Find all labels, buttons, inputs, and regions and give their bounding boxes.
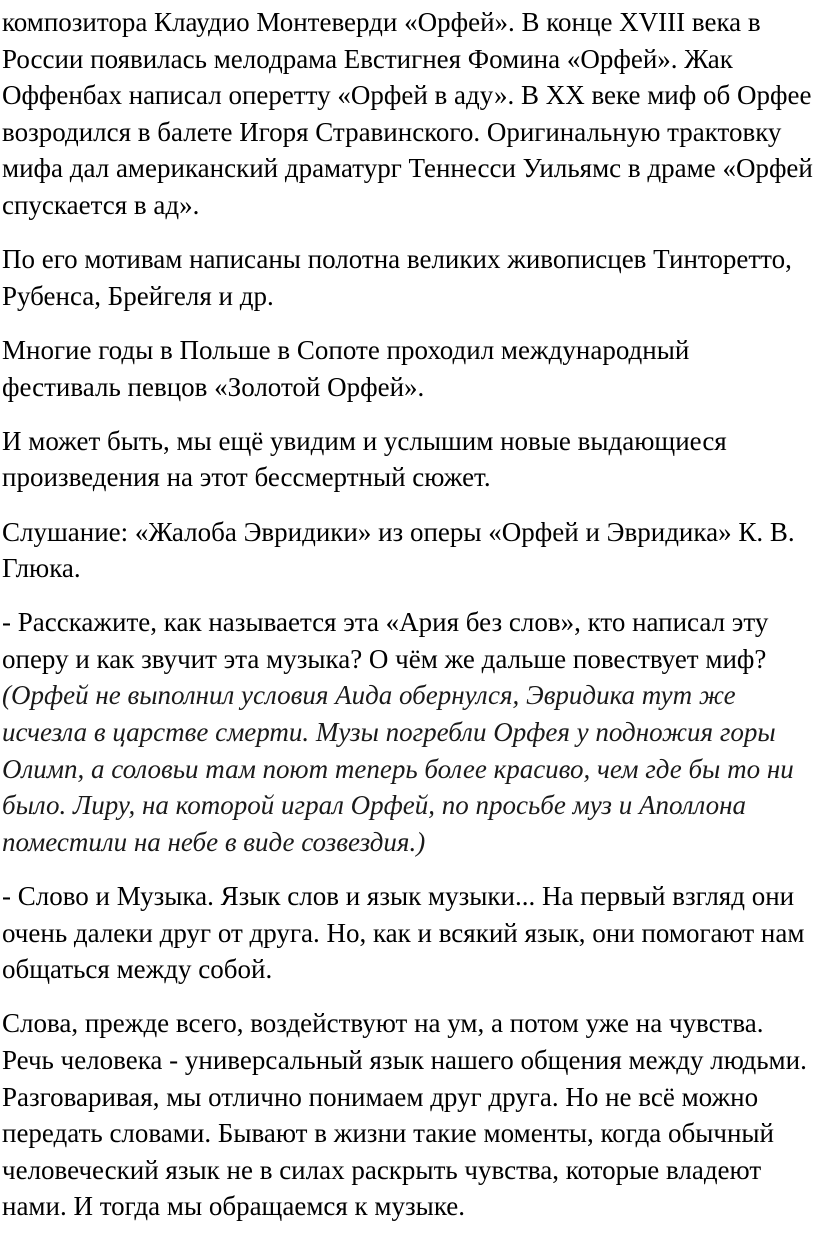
paragraph-text: - Расскажите, как называется эта «Ария без слов», кто написал эту оперу и как звучит эта музыка? О чём же дальше повествует миф? <box>2 607 769 674</box>
paragraph-listening <box>2 514 814 587</box>
paragraph-text: Многие годы в Польше в Сопоте проходил международный фестиваль певцов «Золотой Орфей». <box>2 334 690 402</box>
paragraph-words-feelings <box>2 1005 814 1225</box>
paragraph-composers <box>2 4 814 224</box>
paragraph-text: композитора Клаудио Монтеверди «Орфей». В конце XVIII века в России появилась мелодрама Евстигнея Фомина «Орфей». Жак Оффенбах написал оперетту «Орфей в аду». В XX веке миф об Орфее возродился в балете Игоря Стравинского. Оригинальную трактовку мифа дал американский драматург Теннесси Уильямс в драме «Орфей спускается в ад». <box>2 7 813 220</box>
paragraph-text: По его мотивам написаны полотна великих живописцев Тинторетто, Рубенса, Брейгеля и др. <box>2 244 792 311</box>
paragraph-word-and-music <box>2 878 814 988</box>
paragraph-painters <box>2 241 814 314</box>
paragraph-text: - Слово и Музыка. Язык слов и язык музыки... На первый взгляд они очень далеки друг от друга. Но, как и всякий язык, они помогают нам общаться между собой. <box>2 881 805 985</box>
paragraph-question <box>2 604 814 860</box>
paragraph-italic-answer: (Орфей не выполнил условия Аида обернулся, Эвридика тут же исчезла в царстве смерти. Музы погребли Орфея у подножия горы Олимп, а соловьи там поют теперь более красиво, чем где бы то ни было. Лиру, на которой играл Орфей, по просьбе муз и Аполлона поместили на небе в виде созвездия.) <box>2 680 794 857</box>
paragraph-text: Слушание: «Жалоба Эвридики» из оперы «Орфей и Эвридика» К. В. Глюка. <box>2 516 795 584</box>
paragraph-text: Слова, прежде всего, воздействуют на ум, а потом уже на чувства. Речь человека - универсальный язык нашего общения между людьми. Разговаривая, мы отлично понимаем друг друга. Но не всё можно передать словами. Бывают в жизни такие моменты, когда обычный человеческий язык не в силах раскрыть чувства, которые владеют нами. И тогда мы обращаемся к музыке. <box>2 1008 807 1222</box>
paragraph-festival <box>2 332 814 405</box>
paragraph-new-works <box>2 423 814 496</box>
paragraph-text: И может быть, мы ещё увидим и услышим новые выдающиеся произведения на этот бессмертный сюжет. <box>2 425 727 493</box>
